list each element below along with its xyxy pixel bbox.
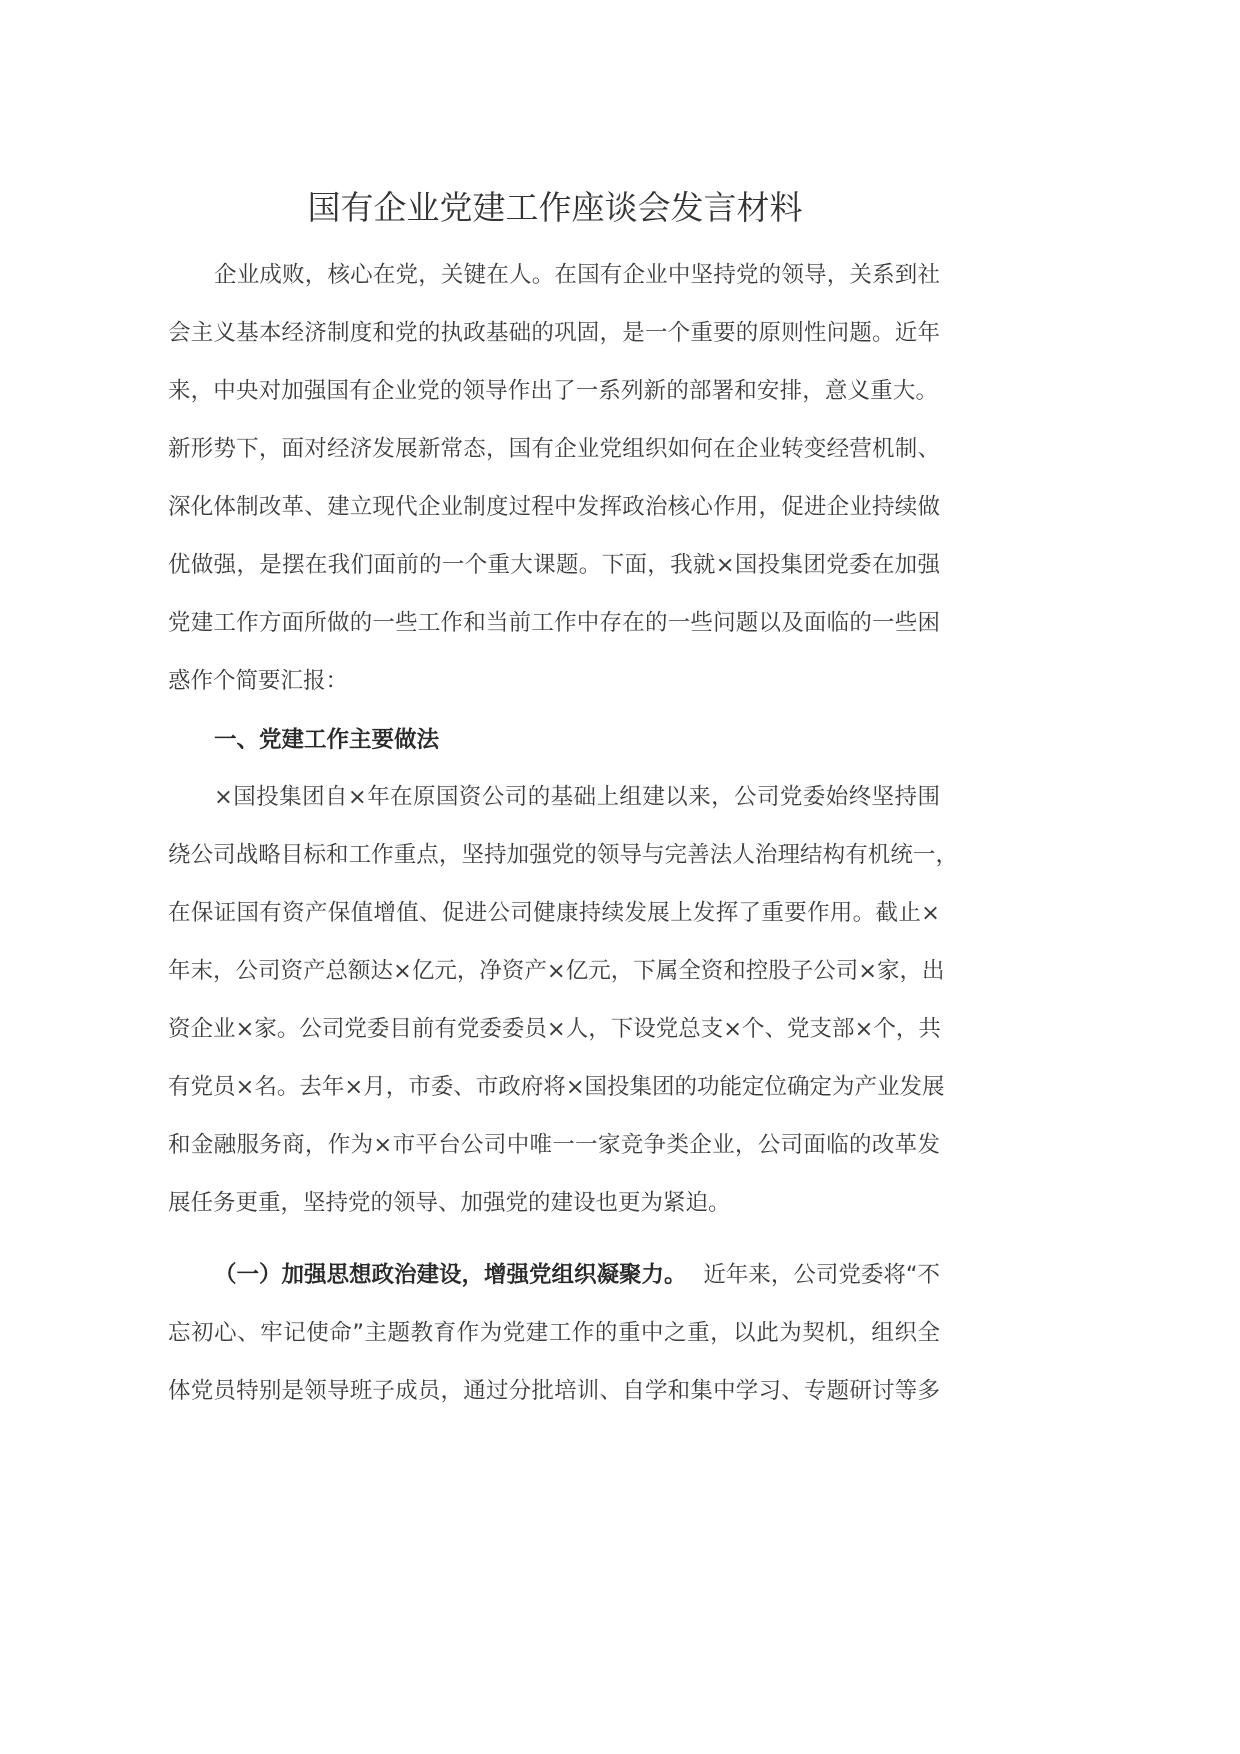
paragraph-text: 近年来，公司党委将“不	[703, 1262, 940, 1288]
paragraph-line: 会主义基本经济制度和党的执政基础的巩固，是一个重要的原则性问题。近年	[168, 320, 940, 346]
subsection-heading: （一）加强思想政治建设，增强党组织凝聚力。	[214, 1262, 687, 1288]
paragraph-line: 绕公司战略目标和工作重点，坚持加强党的领导与完善法人治理结构有机统一，	[168, 842, 958, 868]
document-title: 国有企业党建工作座谈会发言材料	[307, 188, 803, 227]
paragraph-line: 新形势下，面对经济发展新常态，国有企业党组织如何在企业转变经营机制、	[168, 436, 940, 462]
subsection-lead-line	[214, 1260, 940, 1290]
paragraph-line: 惑作个简要汇报：	[168, 668, 349, 694]
paragraph-line: 忘初心、牢记使命”主题教育作为党建工作的重中之重，以此为契机，组织全	[168, 1320, 940, 1346]
paragraph-line: 来，中央对加强国有企业党的领导作出了一系列新的部署和安排，意义重大。	[168, 378, 938, 404]
paragraph-line: 企业成败，核心在党，关键在人。在国有企业中坚持党的领导，关系到社	[214, 262, 940, 288]
paragraph-line: 年末，公司资产总额达×亿元，净资产×亿元，下属全资和控股子公司×家，出	[168, 958, 945, 984]
paragraph-line: 体党员特别是领导班子成员，通过分批培训、自学和集中学习、专题研讨等多	[168, 1378, 940, 1404]
paragraph-line: 党建工作方面所做的一些工作和当前工作中存在的一些问题以及面临的一些困	[168, 610, 940, 636]
paragraph-line: 展任务更重，坚持党的领导、加强党的建设也更为紧迫。	[168, 1190, 731, 1216]
paragraph-line: 资企业×家。公司党委目前有党委委员×人，下设党总支×个、党支部×个，共	[168, 1016, 941, 1042]
paragraph-line: 深化体制改革、建立现代企业制度过程中发挥政治核心作用，促进企业持续做	[168, 494, 940, 520]
paragraph-line: ×国投集团自×年在原国资公司的基础上组建以来，公司党委始终坚持围	[214, 784, 940, 810]
paragraph-line: 在保证国有资产保值增值、促进公司健康持续发展上发挥了重要作用。截止×	[168, 900, 940, 926]
paragraph-line: 和金融服务商，作为×市平台公司中唯一一家竞争类企业，公司面临的改革发	[168, 1132, 940, 1158]
paragraph-line: 有党员×名。去年×月，市委、市政府将×国投集团的功能定位确定为产业发展	[168, 1074, 945, 1100]
section-heading: 一、党建工作主要做法	[214, 727, 440, 753]
paragraph-line: 优做强，是摆在我们面前的一个重大课题。下面，我就×国投集团党委在加强	[168, 552, 940, 578]
